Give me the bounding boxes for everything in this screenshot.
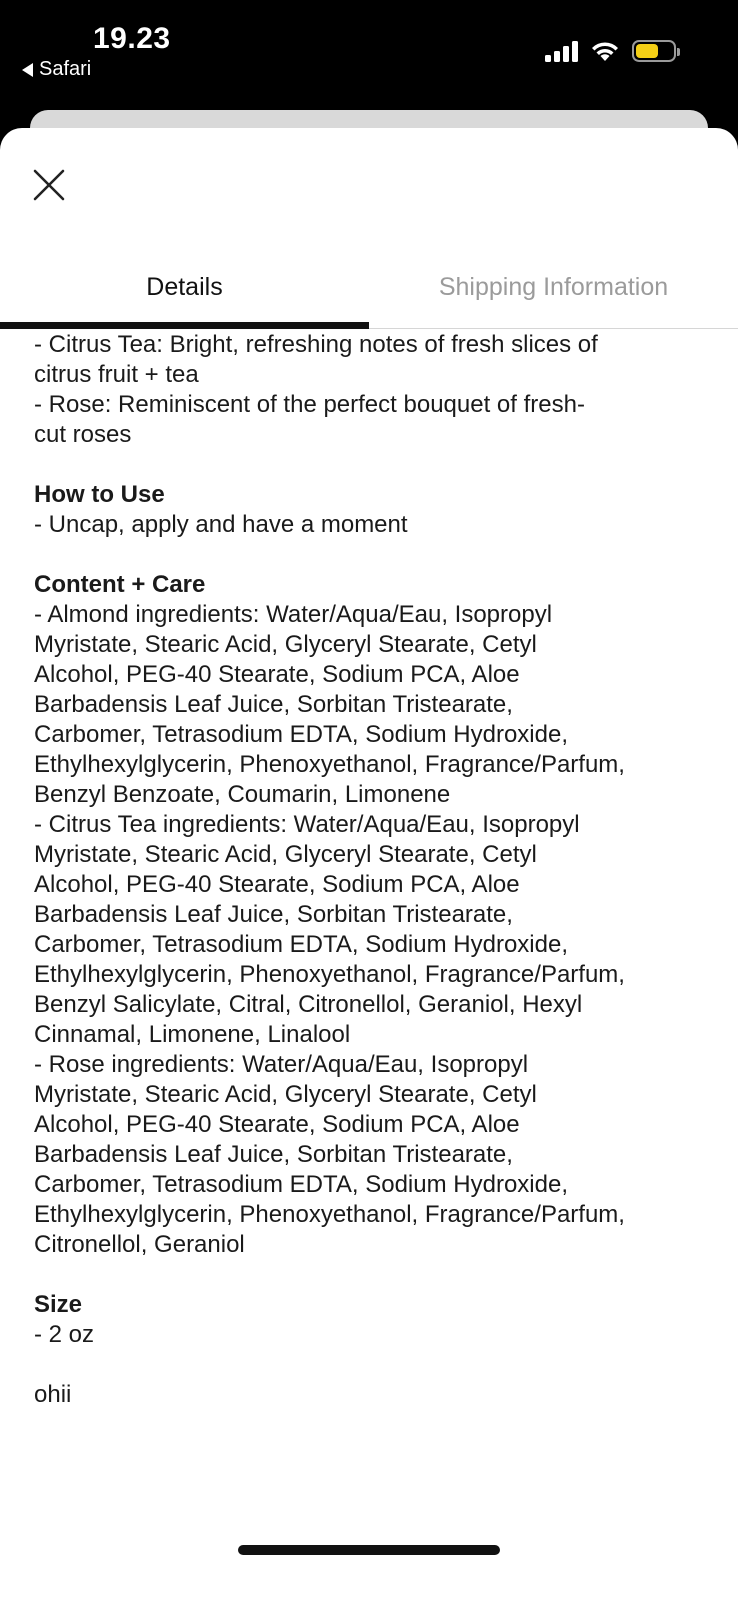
ingredients-line: Alcohol, PEG-40 Stearate, Sodium PCA, Aloe bbox=[34, 871, 520, 898]
ingredients-line: Alcohol, PEG-40 Stearate, Sodium PCA, Aloe bbox=[34, 661, 520, 688]
ingredients-line: Myristate, Stearic Acid, Glyceryl Stearate, Cetyl bbox=[34, 1081, 537, 1108]
scent-line: citrus fruit + tea bbox=[34, 361, 199, 388]
back-app-label: Safari bbox=[39, 58, 92, 80]
tab-details[interactable]: Details bbox=[0, 246, 369, 328]
scent-line: - Citrus Tea: Bright, refreshing notes of fresh slices of bbox=[34, 331, 598, 358]
ingredients-line: Carbomer, Tetrasodium EDTA, Sodium Hydroxide, bbox=[34, 931, 568, 958]
close-icon bbox=[30, 166, 70, 206]
ingredients-line: - Citrus Tea ingredients: Water/Aqua/Eau, Isopropyl bbox=[34, 811, 580, 838]
details-content bbox=[34, 330, 714, 1410]
battery-icon bbox=[632, 40, 676, 62]
size-heading: Size bbox=[34, 1291, 83, 1318]
tab-bar bbox=[0, 246, 738, 329]
ingredients-line: Benzyl Benzoate, Coumarin, Limonene bbox=[34, 781, 451, 808]
ingredients-line: Barbadensis Leaf Juice, Sorbitan Tristearate, bbox=[34, 691, 513, 718]
ingredients-line: - Almond ingredients: Water/Aqua/Eau, Isopropyl bbox=[34, 601, 553, 628]
tab-shipping-information[interactable]: Shipping Information bbox=[438, 272, 669, 301]
ingredients-line: Alcohol, PEG-40 Stearate, Sodium PCA, Aloe bbox=[34, 1111, 520, 1138]
ingredients-line: Barbadensis Leaf Juice, Sorbitan Tristearate, bbox=[34, 1141, 513, 1168]
status-icons bbox=[545, 40, 676, 62]
content-care-heading: Content + Care bbox=[34, 571, 206, 598]
how-to-use-line: - Uncap, apply and have a moment bbox=[34, 511, 408, 538]
details-sheet bbox=[0, 128, 738, 1600]
home-indicator[interactable] bbox=[238, 1545, 500, 1555]
size-line: - 2 oz bbox=[34, 1321, 95, 1348]
ingredients-line: Ethylhexylglycerin, Phenoxyethanol, Fragrance/Parfum, bbox=[34, 751, 625, 778]
back-to-safari-link[interactable] bbox=[22, 58, 91, 81]
ingredients-line: Barbadensis Leaf Juice, Sorbitan Tristearate, bbox=[34, 901, 513, 928]
ingredients-line: Myristate, Stearic Acid, Glyceryl Stearate, Cetyl bbox=[34, 631, 537, 658]
ingredients-line: Cinnamal, Limonene, Linalool bbox=[34, 1021, 351, 1048]
ingredients-line: Carbomer, Tetrasodium EDTA, Sodium Hydroxide, bbox=[34, 1171, 568, 1198]
ingredients-line: Citronellol, Geraniol bbox=[34, 1231, 245, 1258]
wifi-icon bbox=[590, 40, 620, 62]
ingredients-line: Ethylhexylglycerin, Phenoxyethanol, Fragrance/Parfum, bbox=[34, 961, 625, 988]
close-button[interactable] bbox=[30, 166, 70, 206]
ingredients-line: - Rose ingredients: Water/Aqua/Eau, Isopropyl bbox=[34, 1051, 529, 1078]
ingredients-line: Benzyl Salicylate, Citral, Citronellol, Geraniol, Hexyl bbox=[34, 991, 583, 1018]
status-time: 19.23 bbox=[93, 22, 171, 55]
ingredients-line: Myristate, Stearic Acid, Glyceryl Stearate, Cetyl bbox=[34, 841, 537, 868]
brand-name: ohii bbox=[34, 1381, 72, 1408]
scent-line: cut roses bbox=[34, 421, 132, 448]
ingredients-line: Carbomer, Tetrasodium EDTA, Sodium Hydroxide, bbox=[34, 721, 568, 748]
ingredients-line: Ethylhexylglycerin, Phenoxyethanol, Fragrance/Parfum, bbox=[34, 1201, 625, 1228]
how-to-use-heading: How to Use bbox=[34, 481, 165, 508]
cellular-signal-icon bbox=[545, 40, 578, 62]
scent-line: - Rose: Reminiscent of the perfect bouquet of fresh- bbox=[34, 391, 585, 418]
back-arrow-icon bbox=[22, 63, 33, 77]
